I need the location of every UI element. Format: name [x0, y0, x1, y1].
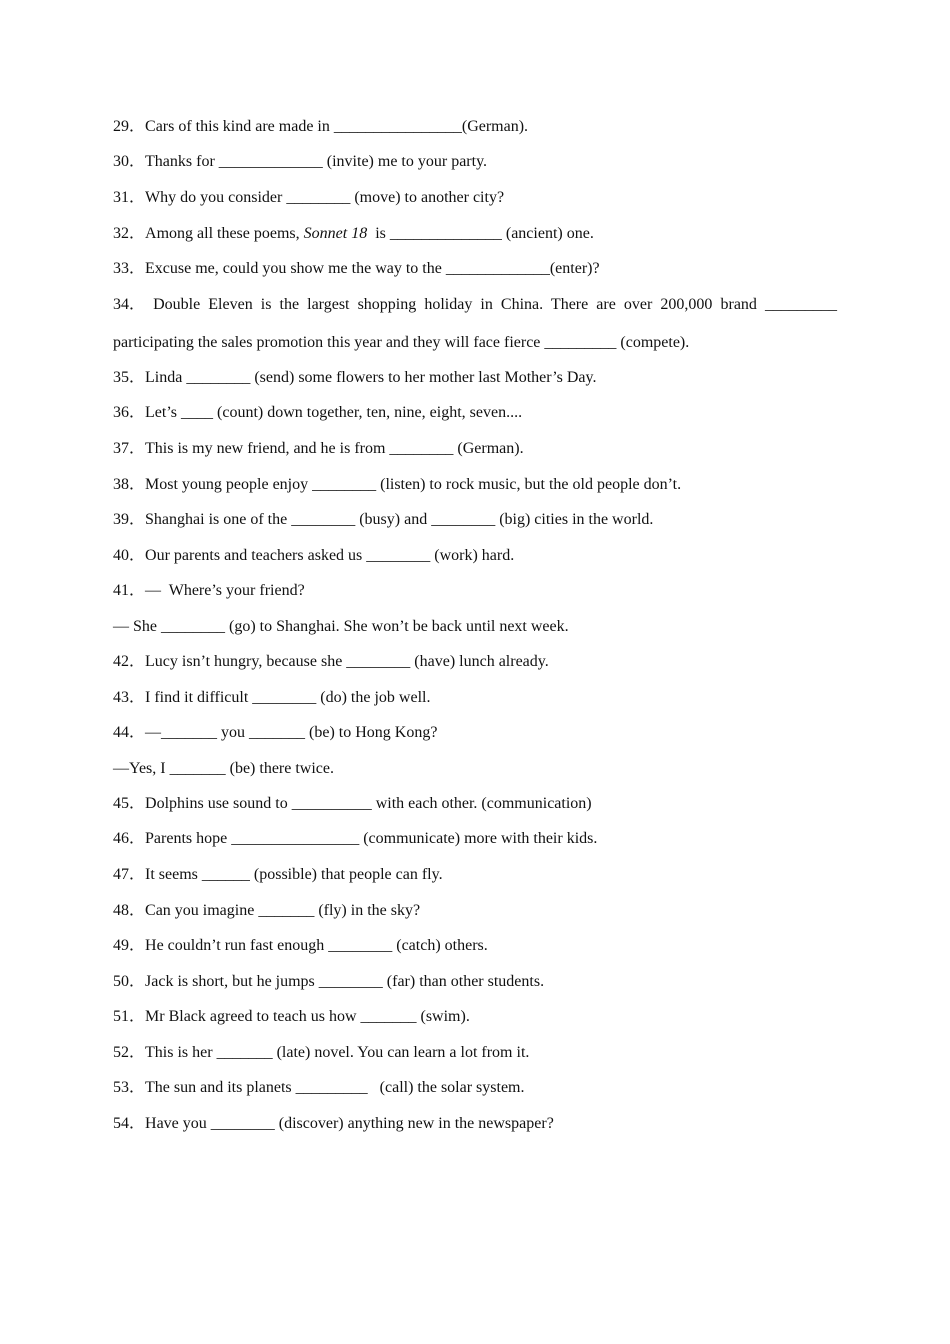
question-36 [113, 403, 522, 423]
question-number: 32． [113, 225, 146, 242]
question-33 [113, 259, 600, 279]
question-44 [113, 723, 437, 743]
question-number: 54． [113, 1115, 146, 1132]
question-text: Dolphins use sound to __________ with each other. (communication) [145, 795, 592, 812]
question-text: Have you ________ (discover) anything new in the newspaper? [145, 1115, 554, 1132]
question-text: It seems ______ (possible) that people can fly. [145, 866, 443, 883]
question-41-continuation: — She ________ (go) to Shanghai. She won’t be back until next week. [113, 618, 569, 635]
question-text: I find it difficult ________ (do) the job well. [145, 689, 431, 706]
question-40 [113, 546, 514, 566]
question-38 [113, 475, 681, 495]
question-number: 40． [113, 547, 146, 564]
question-54 [113, 1114, 554, 1134]
question-number: 52． [113, 1044, 146, 1061]
question-number: 48． [113, 902, 146, 919]
question-text: He couldn’t run fast enough ________ (catch) others. [145, 937, 488, 954]
question-text-after: is ______________ (ancient) one. [367, 225, 594, 242]
question-number: 36． [113, 404, 146, 421]
question-39 [113, 510, 653, 530]
question-number: 30． [113, 153, 146, 170]
question-32 [113, 224, 594, 244]
question-34 [113, 295, 837, 315]
question-text: Excuse me, could you show me the way to the _____________(enter)? [145, 260, 600, 277]
question-31 [113, 188, 504, 208]
poem-title: Sonnet 18 [303, 225, 368, 242]
question-number: 39． [113, 511, 146, 528]
question-number: 43． [113, 689, 146, 706]
question-45 [113, 794, 592, 814]
question-number: 45． [113, 795, 146, 812]
question-49 [113, 936, 488, 956]
question-37 [113, 439, 524, 459]
question-text: Cars of this kind are made in ________________(German). [145, 118, 529, 135]
question-number: 29． [113, 118, 146, 135]
question-number: 34． [113, 296, 146, 313]
question-text: —_______ you _______ (be) to Hong Kong? [145, 724, 438, 741]
question-35 [113, 368, 596, 388]
question-text: Our parents and teachers asked us ________ (work) hard. [145, 547, 515, 564]
question-number: 37． [113, 440, 146, 457]
question-34-continuation: participating the sales promotion this year and they will face fierce _________ (compete). [113, 334, 690, 351]
question-number: 47． [113, 866, 146, 883]
question-text: Most young people enjoy ________ (listen) to rock music, but the old people don’t. [145, 476, 682, 493]
question-number: 35． [113, 369, 146, 386]
question-42 [113, 652, 549, 672]
question-text: Double Eleven is the largest shopping holiday in China. There are over 200,000 brand _________ [153, 296, 837, 313]
question-48 [113, 901, 420, 921]
question-number: 38． [113, 476, 146, 493]
question-number: 41． [113, 582, 146, 599]
question-number: 31． [113, 189, 146, 206]
question-30 [113, 152, 487, 172]
question-text: Parents hope ________________ (communicate) more with their kids. [145, 830, 598, 847]
question-text: Why do you consider ________ (move) to another city? [145, 189, 505, 206]
question-44-continuation: —Yes, I _______ (be) there twice. [113, 760, 334, 777]
question-number: 33． [113, 260, 146, 277]
question-text: Lucy isn’t hungry, because she ________ (have) lunch already. [145, 653, 549, 670]
question-text: Mr Black agreed to teach us how _______ (swim). [145, 1008, 470, 1025]
question-53 [113, 1078, 525, 1098]
question-46 [113, 829, 597, 849]
question-52 [113, 1043, 529, 1063]
question-text: Let’s ____ (count) down together, ten, nine, eight, seven.... [145, 404, 523, 421]
question-number: 53． [113, 1079, 146, 1096]
question-text: Can you imagine _______ (fly) in the sky? [145, 902, 421, 919]
question-50 [113, 972, 544, 992]
question-text: Shanghai is one of the ________ (busy) and ________ (big) cities in the world. [145, 511, 654, 528]
question-text: — Where’s your friend? [145, 582, 305, 599]
question-text: This is my new friend, and he is from ________ (German). [145, 440, 524, 457]
question-text: The sun and its planets _________ (call) the solar system. [145, 1079, 525, 1096]
question-text: This is her _______ (late) novel. You can learn a lot from it. [145, 1044, 530, 1061]
question-number: 51． [113, 1008, 146, 1025]
question-text-before: Among all these poems, [145, 225, 304, 242]
question-43 [113, 688, 430, 708]
question-51 [113, 1007, 470, 1027]
question-number: 49． [113, 937, 146, 954]
question-29 [113, 117, 528, 137]
question-text: Linda ________ (send) some flowers to her mother last Mother’s Day. [145, 369, 597, 386]
question-number: 50． [113, 973, 146, 990]
question-text: Jack is short, but he jumps ________ (far) than other students. [145, 973, 545, 990]
question-41 [113, 581, 305, 601]
question-text: Thanks for _____________ (invite) me to your party. [145, 153, 488, 170]
question-47 [113, 865, 443, 885]
question-number: 46． [113, 830, 146, 847]
question-number: 42． [113, 653, 146, 670]
question-number: 44． [113, 724, 146, 741]
